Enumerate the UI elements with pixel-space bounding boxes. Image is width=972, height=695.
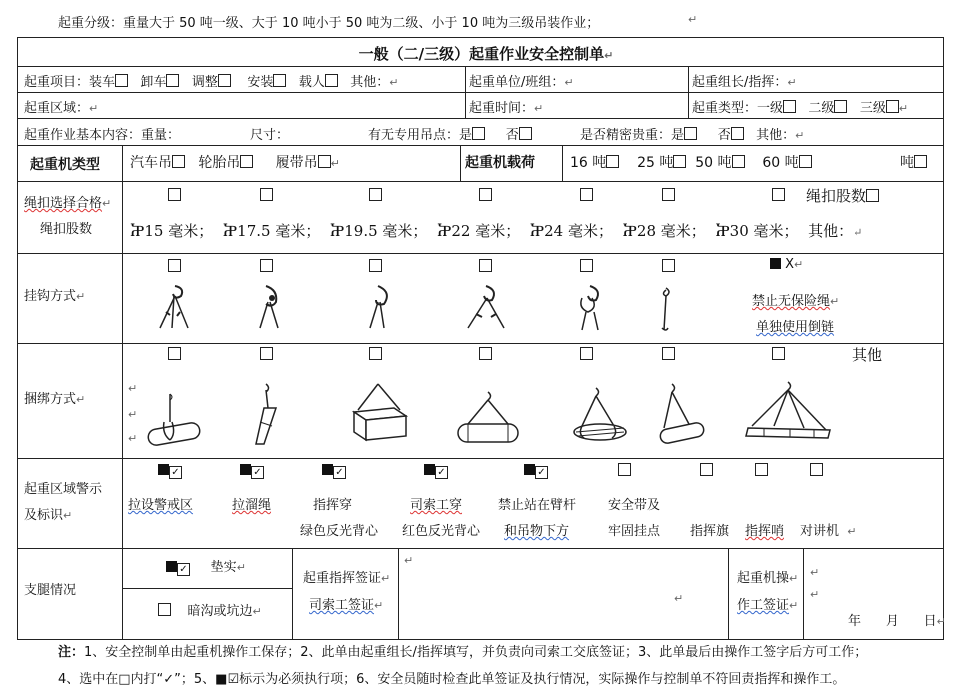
warn-item-red-vest: 红色反光背心	[402, 524, 481, 539]
checkbox-hook-3[interactable]	[369, 259, 382, 272]
checkbox-bind-7[interactable]	[772, 347, 785, 360]
checkbox-tire-crane[interactable]	[240, 155, 253, 168]
warn-item-flag: 指挥旗	[690, 524, 730, 539]
checkbox-rope-30[interactable]	[772, 188, 785, 201]
checkbox-60t[interactable]	[799, 155, 812, 168]
warn-item-cordon: 拉设警戒区	[128, 498, 194, 513]
checkbox-hook-5[interactable]	[580, 259, 593, 272]
time-field: 起重时间：↵	[469, 101, 544, 116]
warn-item-whistle: 指挥哨	[745, 524, 785, 539]
checkbox-install[interactable]	[273, 74, 286, 87]
signal-sign-label: 起重指挥签证↵	[303, 571, 391, 586]
bind-illustration-bundle	[570, 386, 630, 448]
type-field: 起重类型：一级 二级 三级 ↵	[692, 101, 909, 116]
footnote-line1: 注：1、安全控制单由起重机操作工保存；2、此单由起重组长/指挥填写，并负责向司索工交底签证；3、此单最后由操作工签字后方可工作；	[58, 645, 868, 660]
table-bottom-border	[17, 639, 944, 640]
checkbox-hook-6[interactable]	[662, 259, 675, 272]
project-field: 起重项目：装车 卸车 调整 安装 载人 其他：↵	[24, 75, 399, 90]
rigger-sign-label: 司索工签证↵	[309, 598, 384, 613]
mandatory-mark-3	[322, 463, 346, 479]
checkbox-passenger[interactable]	[325, 74, 338, 87]
hook-forbid-line2: 单独使用倒链	[756, 320, 835, 335]
checkbox-rope-22[interactable]	[479, 188, 492, 201]
checkbox-hook-1[interactable]	[168, 259, 181, 272]
form-title: 一般（二/三级）起重作业安全控制单↵	[358, 45, 614, 63]
checkbox-warn-harness[interactable]	[618, 463, 631, 476]
strand-count: 绳扣股数	[806, 185, 879, 206]
checkbox-rope-19[interactable]	[369, 188, 382, 201]
bind-illustration-tank	[454, 390, 524, 448]
precision-field: 是否精密贵重：是 否 其他：↵	[580, 128, 805, 143]
mandatory-mark-4	[424, 463, 448, 479]
warn-item-below-load: 和吊物下方	[504, 524, 570, 539]
hoist-point-field: 有无专用吊点：是 否	[368, 124, 532, 143]
checkbox-rope-17[interactable]	[260, 188, 273, 201]
hook-illustration-5	[572, 282, 612, 334]
checkbox-hook-2[interactable]	[260, 259, 273, 272]
machine-type-label: 起重机类型	[30, 157, 100, 173]
checkbox-rope-28[interactable]	[662, 188, 675, 201]
checkbox-bind-4[interactable]	[479, 347, 492, 360]
area-field: 起重区域：↵	[24, 101, 99, 116]
checkbox-bind-3[interactable]	[369, 347, 382, 360]
checkbox-rope-15[interactable]	[168, 188, 181, 201]
load-custom: 吨	[900, 152, 927, 172]
checkbox-ditch[interactable]	[158, 603, 171, 616]
hook-illustration-4	[462, 282, 512, 332]
checkbox-level3[interactable]	[886, 100, 899, 113]
hook-forbidden-mark: X↵	[770, 257, 803, 272]
checkbox-unload[interactable]	[166, 74, 179, 87]
table-top-border	[17, 37, 944, 38]
warn-item-harness: 安全带及	[608, 498, 661, 513]
bind-illustration-pipe	[140, 392, 210, 452]
filled-square-icon	[770, 258, 781, 269]
machine-type-options: 汽车吊 轮胎吊 履带吊 ↵	[130, 155, 340, 171]
size-field: 尺寸：	[250, 128, 290, 143]
checkbox-hoist-yes[interactable]	[472, 127, 485, 140]
warn-item-rigger-wear: 司索工穿	[410, 498, 463, 513]
content-field: 起重作业基本内容：重量：	[24, 128, 181, 143]
mandatory-mark-5	[524, 463, 548, 479]
hook-illustration-3	[360, 282, 400, 332]
bind-illustration-pipe-diag	[654, 382, 710, 446]
checkbox-bind-2[interactable]	[260, 347, 273, 360]
checked-box-icon: ✓	[169, 466, 182, 479]
bind-label: 捆绑方式↵	[24, 392, 86, 407]
warn-item-radio: 对讲机 ↵	[800, 524, 857, 539]
checkbox-level1[interactable]	[783, 100, 796, 113]
warn-item-green-vest: 绿色反光背心	[300, 524, 379, 539]
checkbox-custom-tons[interactable]	[914, 155, 927, 168]
operator-sign-label-2: 作工签证↵	[737, 598, 799, 613]
support-pad: ✓ 垫实↵	[166, 556, 246, 576]
checkbox-25t[interactable]	[673, 155, 686, 168]
checkbox-level2[interactable]	[834, 100, 847, 113]
checkbox-hoist-no[interactable]	[519, 127, 532, 140]
rope-label-2: 绳扣股数	[40, 222, 93, 237]
warn-label-2: 及标识↵	[24, 508, 73, 523]
date-fields: 年 月 日↵	[848, 614, 946, 629]
bind-illustration-truss	[744, 380, 834, 444]
bind-illustration-box	[350, 382, 410, 444]
footnote-line2: 4、选中在□内打“✓”；5、■☑标示为必须执行项；6、安全员随时检查此单签证及执行情况，实际操作与控制单不符回责指挥和操作工。	[58, 672, 846, 687]
checkbox-16t[interactable]	[606, 155, 619, 168]
warn-item-signal-wear: 指挥穿	[313, 498, 353, 513]
operator-sign-label-1: 起重机操↵	[737, 571, 799, 586]
support-label: 支腿情况	[24, 583, 77, 598]
load-options: 16 吨 25 吨 50 吨 60 吨	[570, 152, 812, 172]
warn-item-no-stand: 禁止站在臂杆	[498, 498, 577, 513]
checkbox-warn-flag[interactable]	[700, 463, 713, 476]
checkbox-strand[interactable]	[866, 189, 879, 202]
checkbox-crawler-crane[interactable]	[318, 155, 331, 168]
checkbox-bind-1[interactable]	[168, 347, 181, 360]
checkbox-adjust[interactable]	[218, 74, 231, 87]
warn-label-1: 起重区域警示	[24, 482, 103, 497]
hook-illustration-6	[656, 286, 676, 334]
hook-label: 挂钩方式↵	[24, 289, 86, 304]
bind-illustration-beam	[250, 382, 290, 448]
grading-note: 起重分级：重量大于 50 吨一级、大于 10 吨小于 50 吨为二级、小于 10 吨为三级吊装作业；	[58, 16, 600, 31]
checkbox-load[interactable]	[115, 74, 128, 87]
mandatory-mark-2	[240, 463, 264, 479]
unit-field: 起重单位/班组：↵	[469, 75, 574, 90]
checkbox-bind-5[interactable]	[580, 347, 593, 360]
leader-field: 起重组长/指挥：↵	[692, 75, 797, 90]
checkbox-precision-yes[interactable]	[684, 127, 697, 140]
checkbox-precision-no[interactable]	[731, 127, 744, 140]
warn-item-anchor: 牢固挂点	[608, 524, 661, 539]
checked-box-icon: ✓	[333, 466, 346, 479]
support-ditch: 暗沟或坑边↵	[158, 600, 262, 619]
checkbox-warn-radio[interactable]	[810, 463, 823, 476]
rope-label: 绳扣选择合格↵	[24, 196, 112, 211]
mandatory-mark-1	[158, 463, 182, 479]
hook-forbid-line1: 禁止无保险绳↵	[752, 294, 840, 309]
bind-other: 其他	[852, 346, 883, 364]
load-label: 起重机载荷	[465, 155, 535, 171]
checked-box-icon: ✓	[435, 466, 448, 479]
checkbox-bind-6[interactable]	[662, 347, 675, 360]
rope-sizes: Ⴟ15 毫米； Ⴟ17.5 毫米； Ⴟ19.5 毫米； Ⴟ22 毫米； Ⴟ24 毫米； Ⴟ28 毫米； Ⴟ30 毫米； 其他：↵	[130, 222, 863, 240]
hook-illustration-1	[150, 282, 200, 332]
checkbox-hook-4[interactable]	[479, 259, 492, 272]
hook-illustration-2	[252, 282, 292, 332]
checkbox-truck-crane[interactable]	[172, 155, 185, 168]
return-mark-icon: ↵	[688, 13, 698, 26]
checked-box-icon: ✓	[251, 466, 264, 479]
warn-item-tagline: 拉溜绳	[232, 498, 272, 513]
checked-box-icon: ✓	[535, 466, 548, 479]
checkbox-warn-whistle[interactable]	[755, 463, 768, 476]
checkbox-rope-24[interactable]	[580, 188, 593, 201]
checked-box-icon: ✓	[177, 563, 190, 576]
checkbox-50t[interactable]	[732, 155, 745, 168]
